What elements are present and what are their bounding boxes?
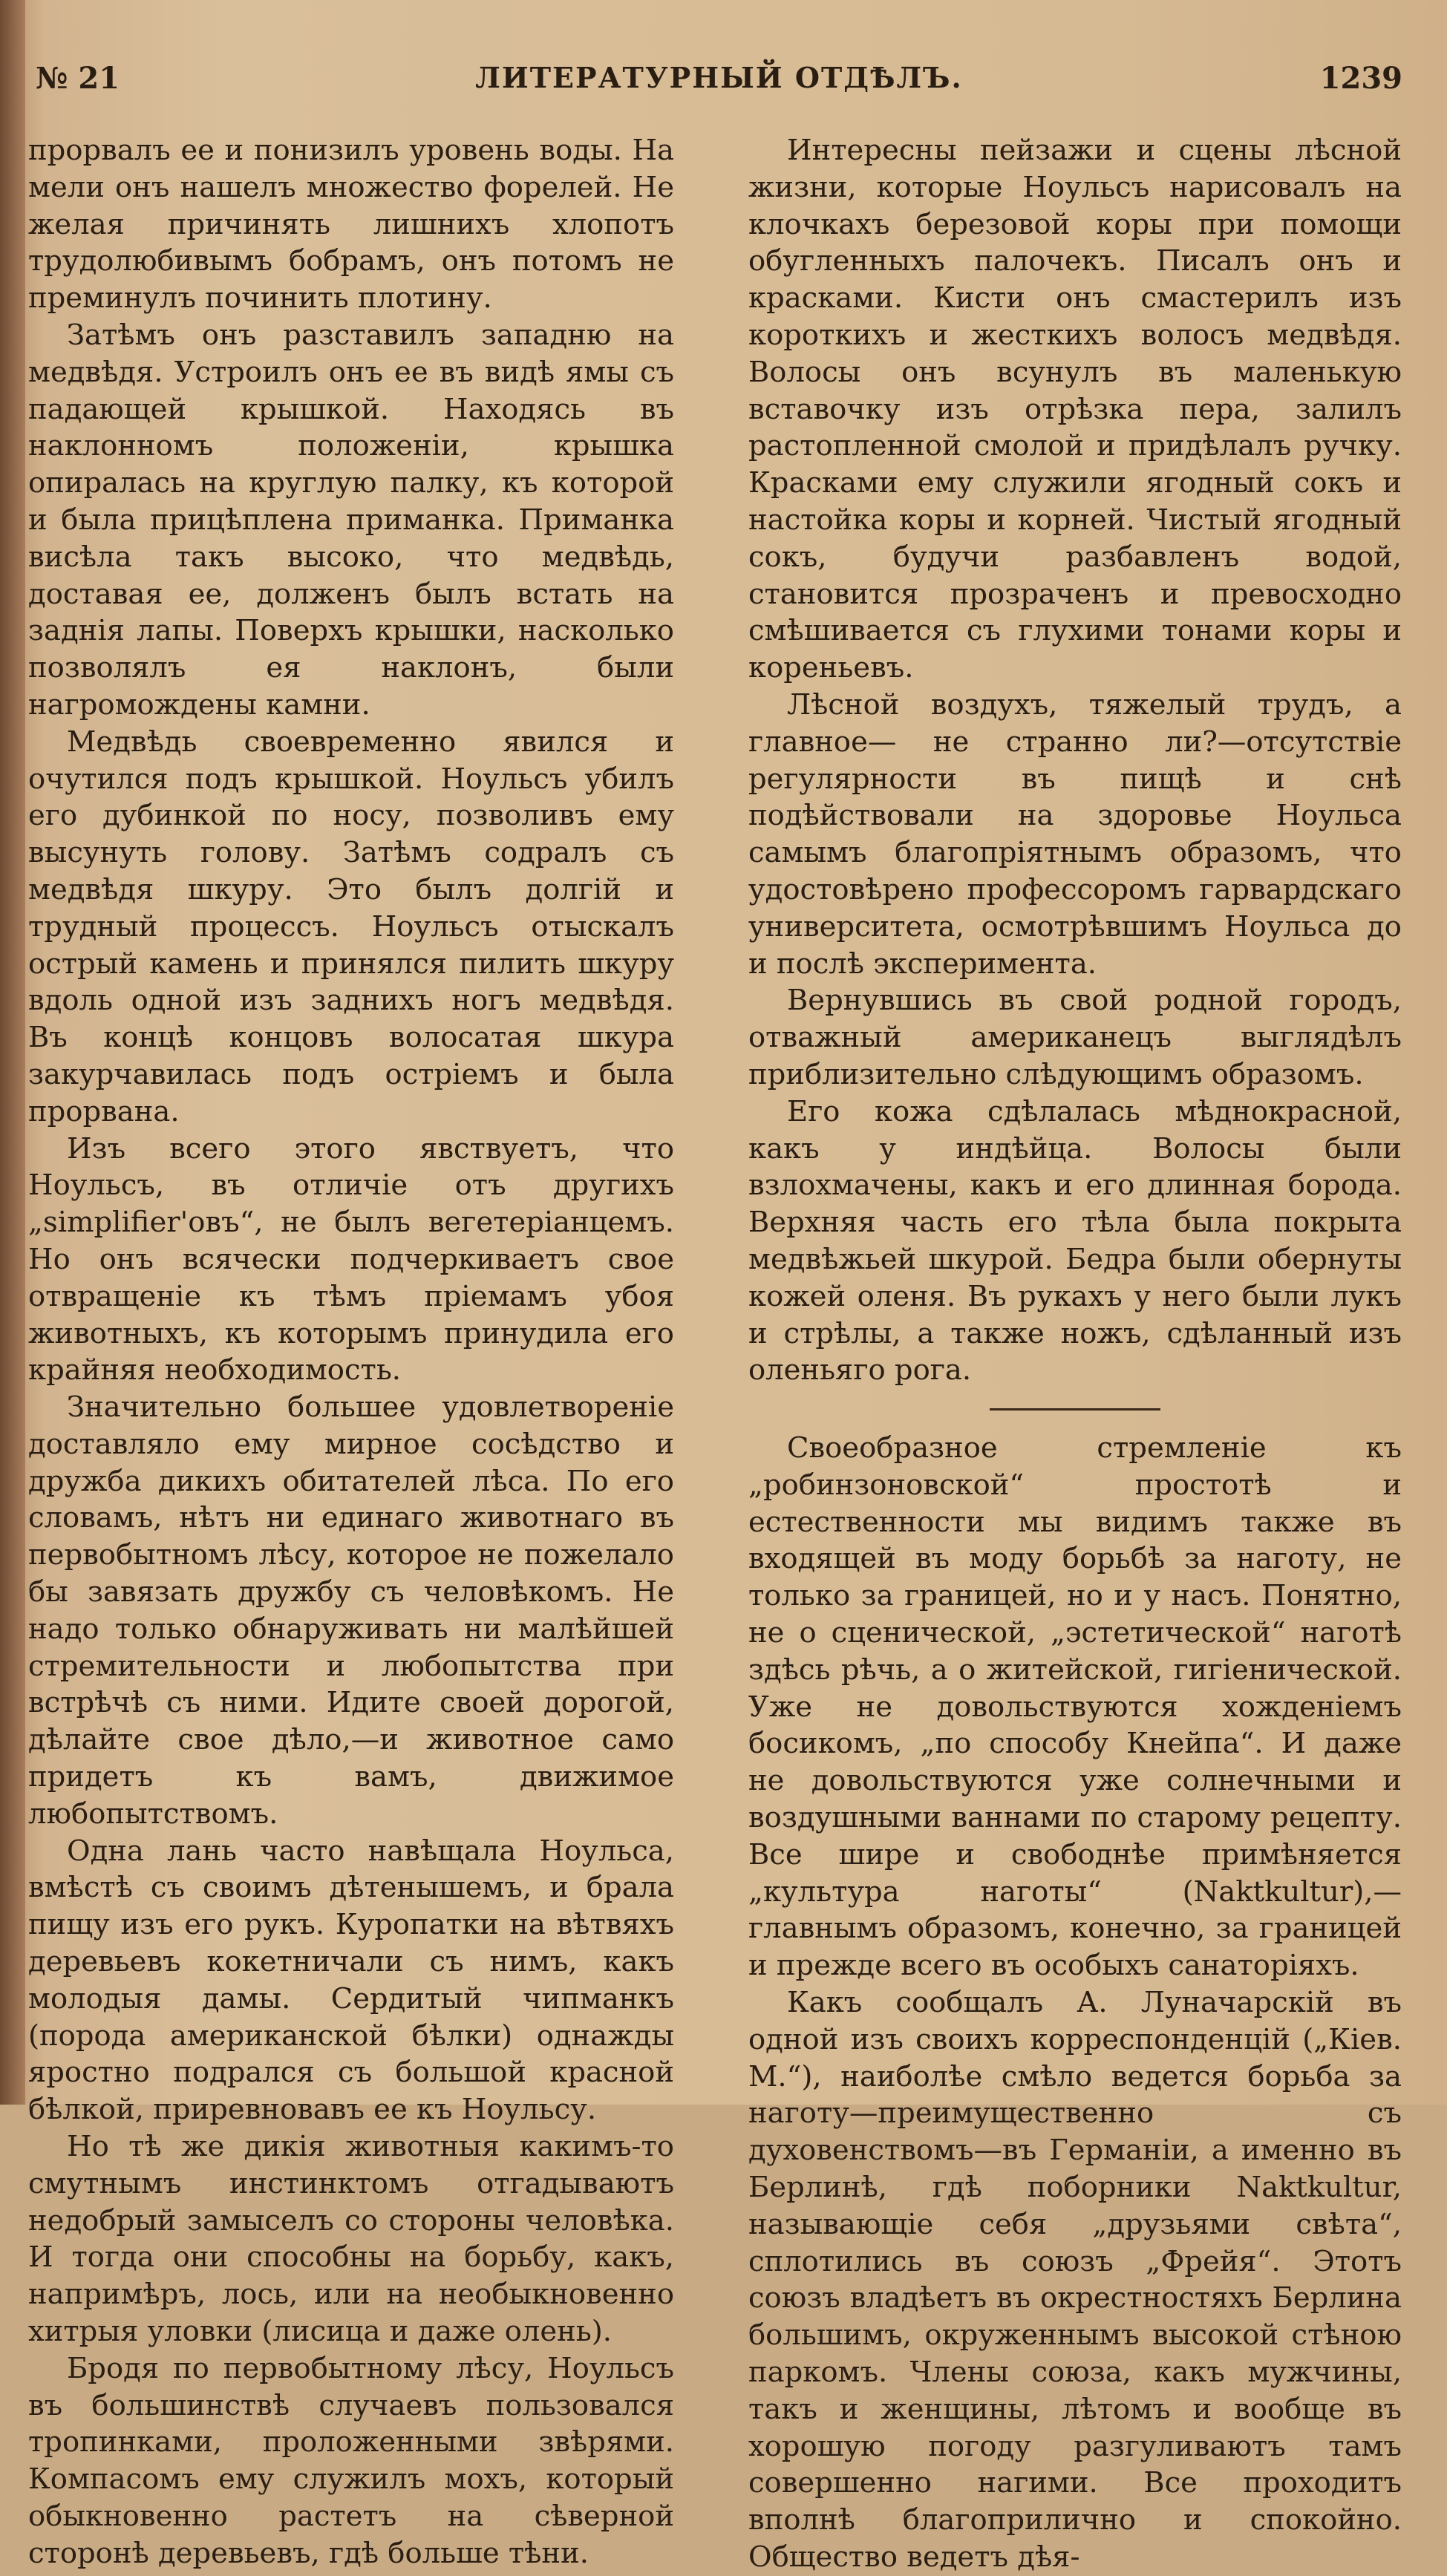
paragraph: Его кожа сдѣлалась мѣднокрасной, какъ у индѣйца. Волосы были взлохмачены, какъ и его длинная борода. Верхняя часть его тѣла была покрыта медвѣжьей шкурой. Бедра были обернуты кожей оленя. Въ рукахъ у него были лукъ и стрѣлы, а также ножъ, сдѣланный изъ оленьяго рога.	[748, 1094, 1402, 1387]
page-number: 1239	[1319, 61, 1402, 96]
issue-number: № 21	[36, 61, 120, 96]
paragraph: Какъ сообщалъ А. Луначарскій въ одной изъ своихъ корреспонденцій („Кіев. М.“), наиболѣе смѣло ведется борьба за наготу—преимущественно съ духовенствомъ—въ Германіи, а именно въ Берлинѣ, гдѣ поборники Naktkultur, называющіе себя „друзьями свѣта“, сплотились въ союзъ „Фрейя“. Этотъ союзъ владѣетъ въ окрестностяхъ Берлина большимъ, окруженнымъ высокой стѣною паркомъ. Члены союза, какъ мужчины, такъ и женщины, лѣтомъ и вообще въ хорошую погоду разгуливаютъ тамъ совершенно нагими. Все проходитъ вполнѣ благоприлично и спокойно. Общество ведетъ дѣя-	[748, 1986, 1402, 2574]
left-column	[28, 132, 674, 2572]
paragraph: Своеобразное стремленіе къ „робинзоновской“ простотѣ и естественности мы видимъ также въ входящей въ моду борьбѣ за наготу, не только за границей, но и у насъ. Понятно, не о сценической, „эстетической“ наготѣ здѣсь рѣчь, а о житейской, гигіенической. Уже не довольствуются хожденіемъ босикомъ, „по способу Кнейпа“. И даже не довольствуются уже солнечными и воздушными ваннами по старому рецепту. Все шире и свободнѣе примѣняется „культура наготы“ (Naktkultur),—главнымъ образомъ, конечно, за границей и прежде всего въ особыхъ санаторіяхъ.	[748, 1431, 1402, 1983]
paragraph: Изъ всего этого явствуетъ, что Ноульсъ, въ отличіе отъ другихъ „simplifier'овъ“, не былъ вегетеріанцемъ. Но онъ всячески подчеркиваетъ свое отвращеніе къ тѣмъ пріемамъ убоя животныхъ, къ которымъ принудила его крайняя необходимость.	[28, 1131, 674, 1387]
paragraph: прорвалъ ее и понизилъ уровень воды. На мели онъ нашелъ множество форелей. Не желая причинять лишнихъ хлопотъ трудолюбивымъ бобрамъ, онъ потомъ не преминулъ починить плотину.	[28, 134, 674, 316]
paragraph: Медвѣдь своевременно явился и очутился подъ крышкой. Ноульсъ убилъ его дубинкой по носу, позволивъ ему высунуть голову. Затѣмъ содралъ съ медвѣдя шкуру. Это былъ долгій и трудный процессъ. Ноульсъ отыскалъ острый камень и принялся пилить шкуру вдоль одной изъ заднихъ ногъ медвѣдя. Въ концѣ концовъ волосатая шкура закурчавилась подъ остріемъ и была прорвана.	[28, 725, 674, 1128]
paragraph: Интересны пейзажи и сцены лѣсной жизни, которые Ноульсъ нарисовалъ на клочкахъ березовой коры при помощи обугленныхъ палочекъ. Писалъ онъ и красками. Кисти онъ смастерилъ изъ короткихъ и жесткихъ волосъ медвѣдя. Волосы онъ всунулъ въ маленькую вставочку изъ отрѣзка пера, залилъ растопленной смолой и придѣлалъ ручку. Красками ему служили ягодный сокъ и настойка коры и корней. Чистый ягодный сокъ, будучи разбавленъ водой, становится прозраченъ и превосходно смѣшивается съ глухими тонами коры и кореньевъ.	[748, 134, 1402, 685]
paragraph: Вернувшись въ свой родной городъ, отважный американецъ выглядѣлъ приблизительно слѣдующимъ образомъ.	[748, 984, 1402, 1091]
section-divider	[990, 1408, 1160, 1410]
section-title: ЛИТЕРАТУРНЫЙ ОТДѢЛЪ.	[475, 61, 963, 94]
paragraph: Затѣмъ онъ разставилъ западню на медвѣдя. Устроилъ онъ ее въ видѣ ямы съ падающей крышкой. Находясь въ наклонномъ положеніи, крышка опиралась на круглую палку, къ которой и была прицѣплена приманка. Приманка висѣла такъ высоко, что медвѣдь, доставая ее, долженъ былъ встать на заднія лапы. Поверхъ крышки, насколько позволялъ ея наклонъ, были нагромождены камни.	[28, 318, 674, 722]
paragraph: Одна лань часто навѣщала Ноульса, вмѣстѣ съ своимъ дѣтенышемъ, и брала пищу изъ его рукъ. Куропатки на вѣтвяхъ деревьевъ кокетничали съ нимъ, какъ молодыя дамы. Сердитый чипманкъ (порода американской бѣлки) однажды яростно подрался съ большой красной бѣлкой, приревновавъ ее къ Ноульсу.	[28, 1834, 674, 2127]
running-header	[36, 61, 1402, 105]
book-spine-shadow	[0, 0, 25, 2105]
paragraph: Бродя по первобытному лѣсу, Ноульсъ въ большинствѣ случаевъ пользовался тропинками, проложенными звѣрями. Компасомъ ему служилъ мохъ, который обыкновенно растетъ на сѣверной сторонѣ деревьевъ, гдѣ больше тѣни.	[28, 2351, 674, 2570]
paragraph: Значительно большее удовлетвореніе доставляло ему мирное сосѣдство и дружба дикихъ обитателей лѣса. По его словамъ, нѣтъ ни единаго животнаго въ первобытномъ лѣсу, которое не пожелало бы завязать дружбу съ человѣкомъ. Не надо только обнаруживать ни малѣйшей стремительности и любопытства при встрѣчѣ съ ними. Идите своей дорогой, дѣлайте свое дѣло,—и животное само придетъ къ вамъ, движимое любопытствомъ.	[28, 1390, 674, 1831]
right-column	[748, 132, 1402, 2576]
paragraph: Но тѣ же дикія животныя какимъ-то смутнымъ инстинктомъ отгадываютъ недобрый замыселъ со стороны человѣка. И тогда они способны на борьбу, какъ, напримѣръ, лось, или на необыкновенно хитрыя уловки (лисица и даже олень).	[28, 2130, 674, 2349]
paragraph: Лѣсной воздухъ, тяжелый трудъ, а главное— не странно ли?—отсутствіе регулярности въ пищѣ и снѣ подѣйствовали на здоровье Ноульса самымъ благопріятнымъ образомъ, что удостовѣрено профессоромъ гарвардскаго университета, осмотрѣвшимъ Ноульса до и послѣ эксперимента.	[748, 687, 1402, 981]
